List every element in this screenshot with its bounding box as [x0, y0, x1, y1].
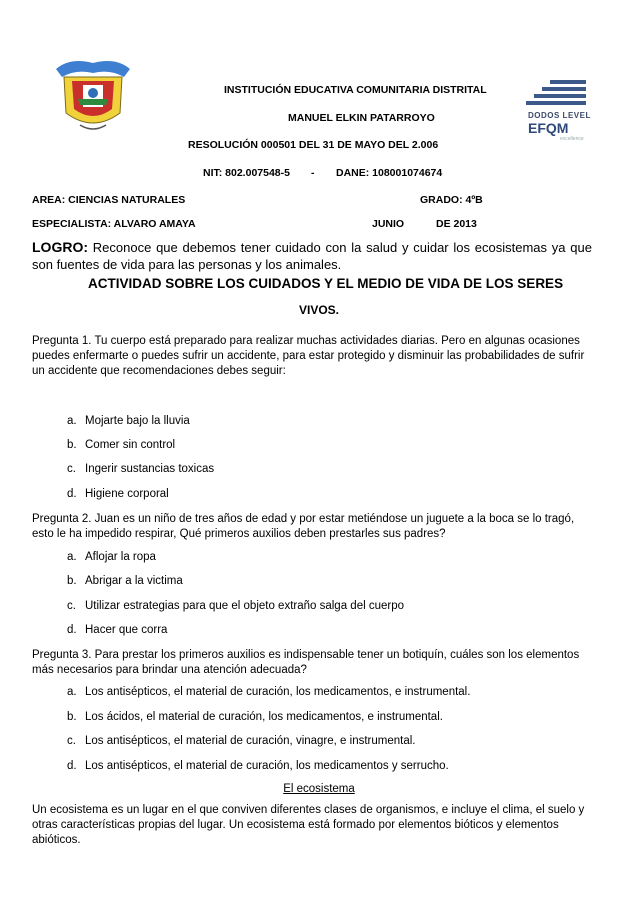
question-2-option-c: c. Utilizar estrategias para que el objeto extraño salga del cuerpo [67, 600, 404, 612]
efqm-logo [520, 78, 600, 142]
resolution-text: RESOLUCIÓN 000501 DEL 31 DE MAYO DEL 2.006 [188, 139, 439, 151]
activity-title-line1: ACTIVIDAD SOBRE LOS CUIDADOS Y EL MEDIO DE VIDA DE LOS SERES [88, 276, 564, 291]
question-2-text: Pregunta 2. Juan es un niño de tres años de edad y por estar metiéndose un juguete a la boca se lo tragó, esto le ha impedido respirar, Qué primeros auxilios deben prestarles sus padres? [32, 513, 575, 540]
question-3-option-d: d. Los antisépticos, el material de curación, los medicamentos y serrucho. [67, 760, 449, 772]
logro-text: Reconoce que debemos tener cuidado con la salud y cuidar los ecosistemas ya que son fuentes de vida para las personas y los animales. [32, 240, 592, 272]
efqm-sub-text: excellence [560, 136, 584, 142]
logro-label: LOGRO: [32, 239, 88, 255]
question-1-option-b: b. Comer sin control [67, 439, 176, 451]
question-1-option-a: a. Mojarte bajo la lluvia [67, 415, 190, 427]
nit-dane-separator: - [311, 167, 315, 179]
question-2-option-b: b. Abrigar a la victima [67, 575, 183, 587]
question-3-option-b: b. Los ácidos, el material de curación, los medicamentos, e instrumental. [67, 711, 443, 723]
question-3-text: Pregunta 3. Para prestar los primeros auxilios es indispensable tener un botiquín, cuáles son los elementos más necesarios para brindar una atención adecuada? [32, 649, 580, 676]
specialist-text: ESPECIALISTA: ALVARO AMAYA [32, 218, 196, 230]
dane-text: DANE: 108001074674 [336, 167, 443, 179]
question-3-option-a: a. Los antisépticos, el material de curación, los medicamentos, e instrumental. [67, 686, 471, 698]
efqm-brand-text: EFQM [528, 120, 569, 136]
question-1-option-d: d. Higiene corporal [67, 488, 169, 500]
area-text: AREA: CIENCIAS NATURALES [32, 194, 186, 206]
year-text: DE 2013 [436, 218, 477, 230]
question-2-option-a: a. Aflojar la ropa [67, 551, 156, 563]
efqm-stripes-icon [520, 78, 600, 106]
logro-paragraph [32, 239, 592, 273]
school-crest-logo [50, 55, 136, 135]
question-1-text: Pregunta 1. Tu cuerpo está preparado para realizar muchas actividades diarias. Pero en algunas ocasiones puedes enfermarte o puedes sufrir un accidente, para estar protegido y disminuir las probabilidades de sufrir un accidente que recomendaciones debes seguir: [32, 335, 585, 377]
question-1-option-c: c. Ingerir sustancias toxicas [67, 463, 215, 475]
grade-text: GRADO: 4ºB [420, 194, 483, 206]
activity-title-line2: VIVOS. [298, 303, 339, 317]
question-2-option-d: d. Hacer que corra [67, 624, 168, 636]
question-3-option-c: c. Los antisépticos, el material de curación, vinagre, e instrumental. [67, 735, 416, 747]
ecosystem-heading [0, 783, 638, 795]
ecosystem-title: El ecosistema [283, 783, 355, 795]
school-name: MANUEL ELKIN PATARROYO [288, 112, 435, 124]
month-text: JUNIO [372, 218, 405, 230]
institution-name: INSTITUCIÓN EDUCATIVA COMUNITARIA DISTRITAL [224, 84, 487, 96]
nit-text: NIT: 802.007548-5 [203, 167, 290, 179]
efqm-level-text: DODOS LEVEL [528, 111, 591, 120]
ecosystem-paragraph: Un ecosistema es un lugar en el que conviven diferentes clases de organismos, e incluye el clima, el suelo y otras características propias del lugar. Un ecosistema está formado por elementos bióticos y elementos abióticos. [32, 804, 585, 846]
